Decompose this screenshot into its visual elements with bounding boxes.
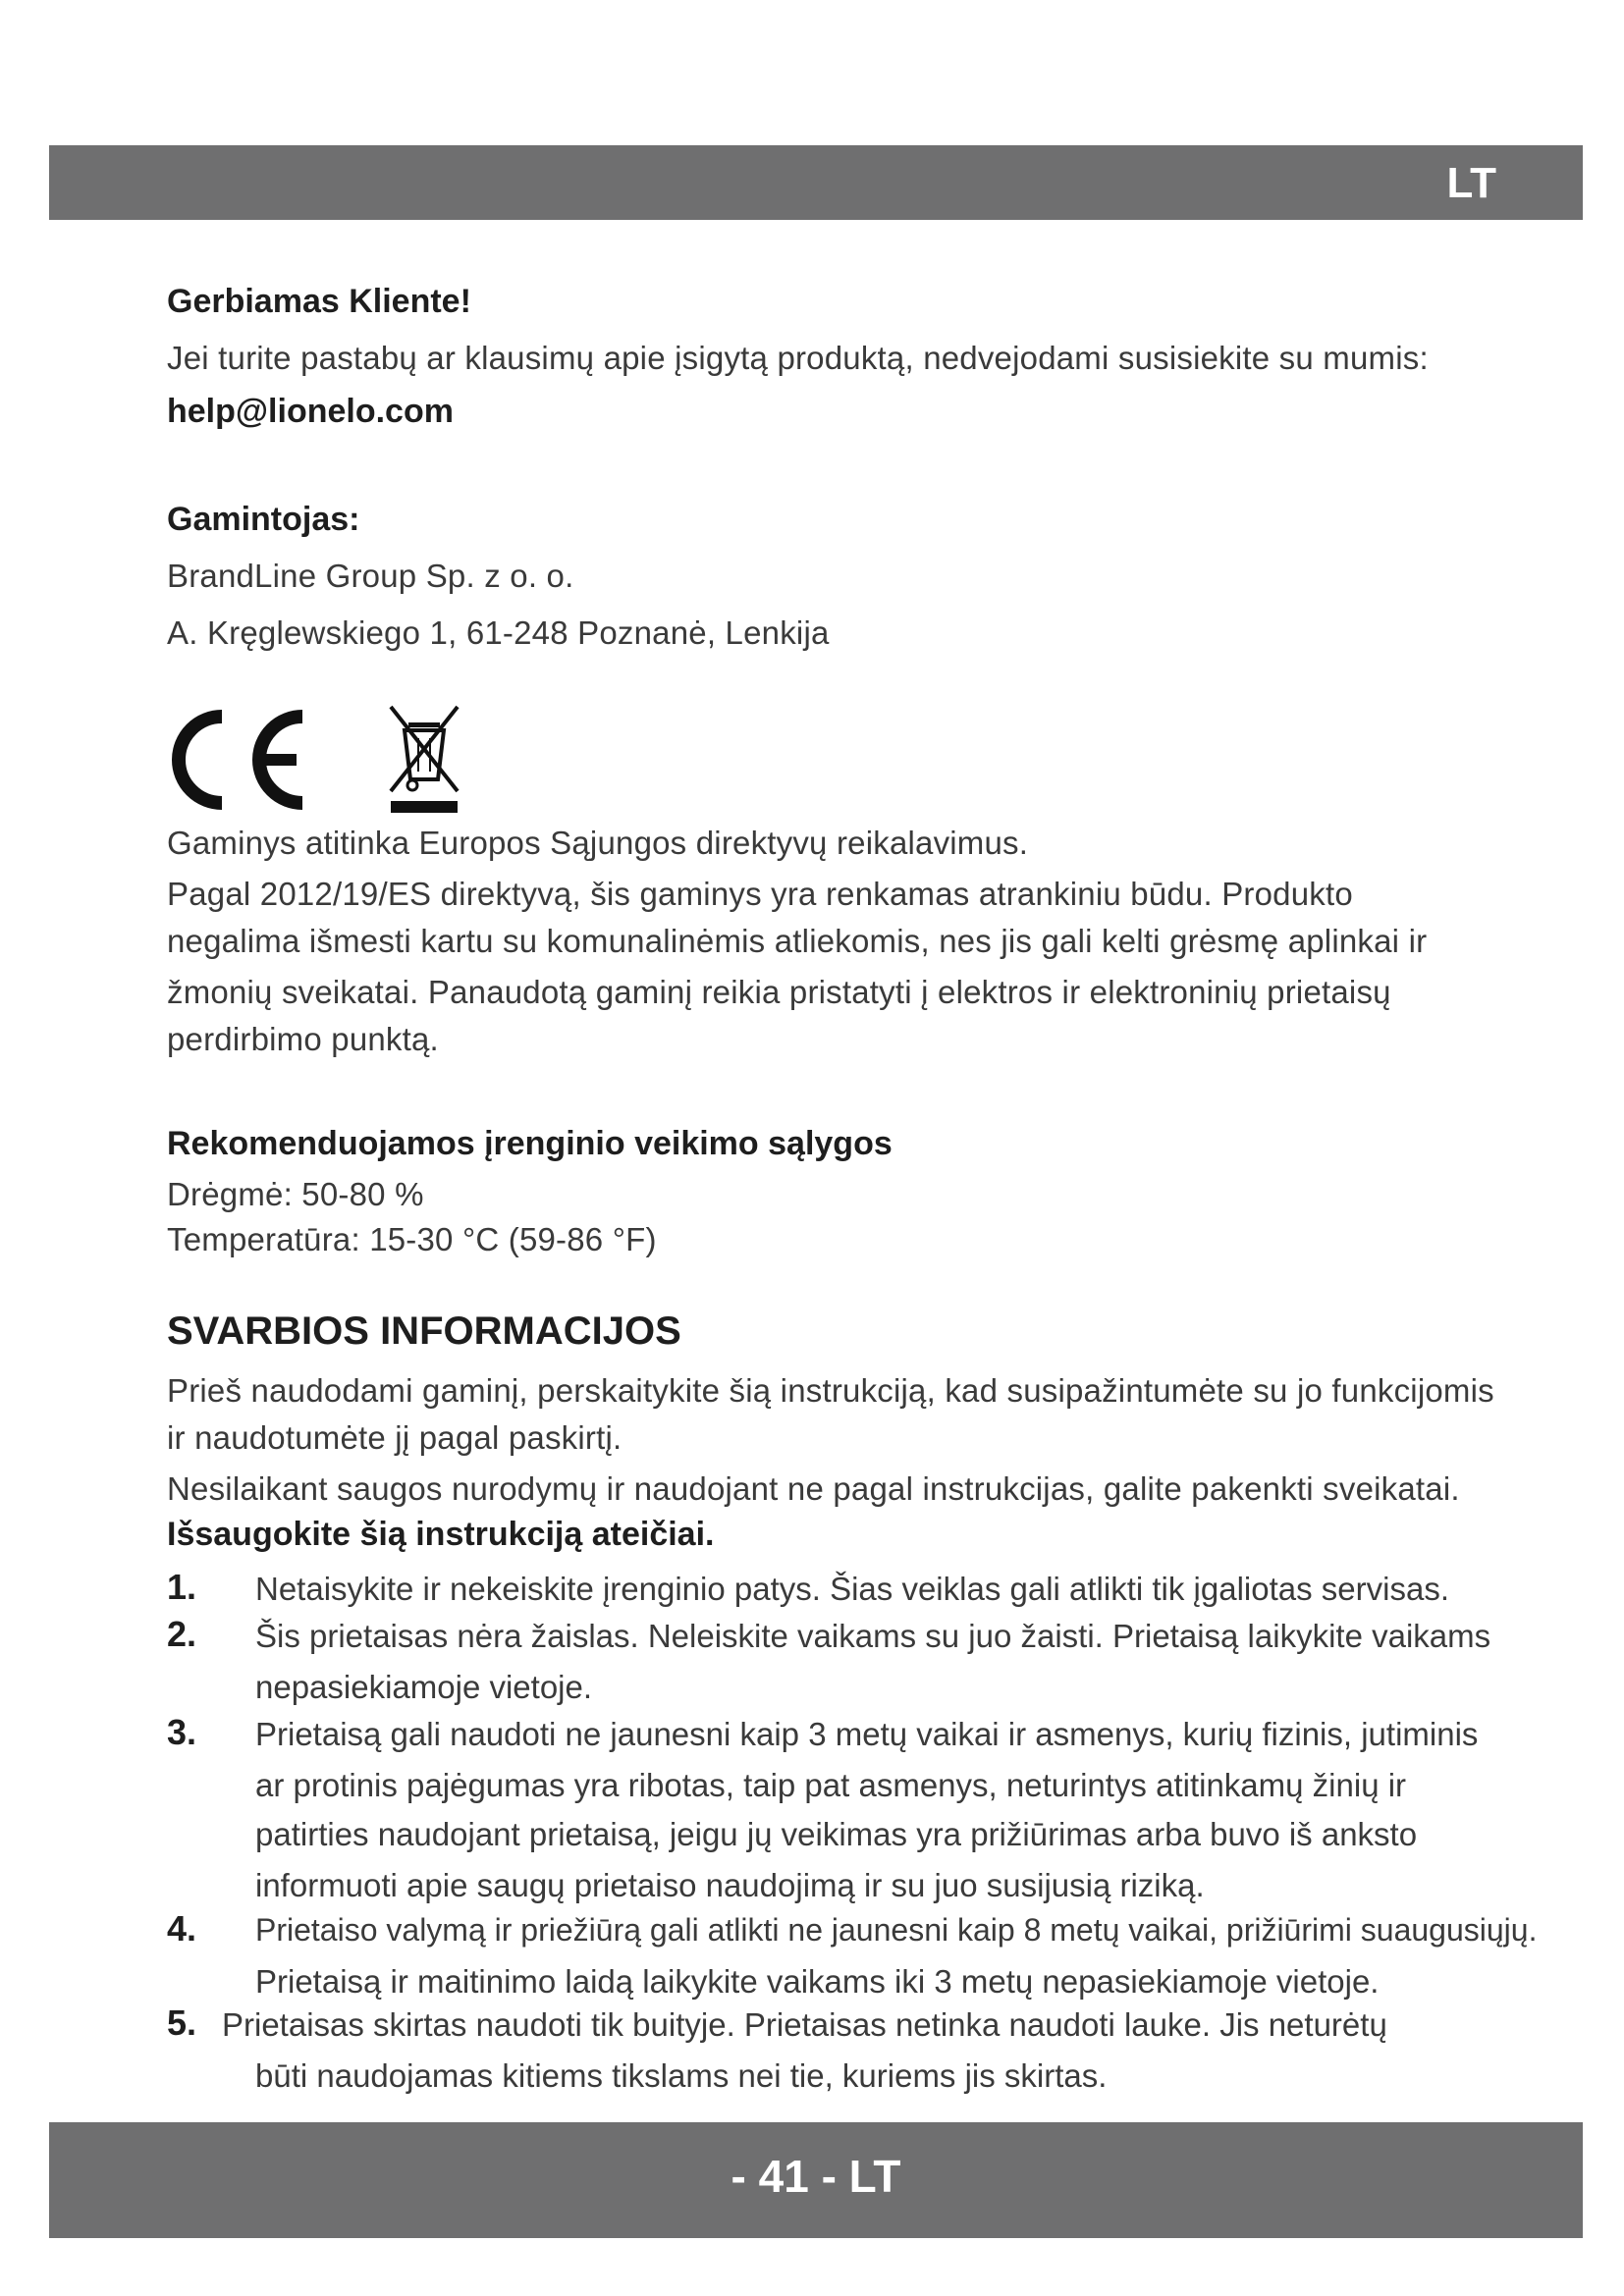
footer-bar: [49, 2122, 1583, 2238]
item-2-line-2: nepasiekiamoje vietoje.: [255, 1669, 593, 1705]
keep-instructions: Išsaugokite šią instrukciją ateičiai.: [167, 1516, 715, 1553]
page-number: - 41 - LT: [731, 2151, 901, 2202]
item-number: 2.: [167, 1614, 197, 1654]
conditions-title: Rekomenduojamos įrenginio veikimo sąlygos: [167, 1125, 893, 1162]
manufacturer-title: Gamintojas:: [167, 501, 360, 538]
manufacturer-name: BrandLine Group Sp. z o. o.: [167, 558, 574, 594]
certification-icons: [165, 703, 479, 826]
contact-email[interactable]: help@lionelo.com: [167, 393, 454, 430]
language-code: LT: [1446, 159, 1496, 207]
item-3-line-3: patirties naudojant prietaisą, jeigu jų veikimas yra prižiūrimas arba buvo iš anksto: [255, 1816, 1418, 1852]
weee-bin-icon: [391, 707, 458, 813]
conditions-humidity: Drėgmė: 50-80 %: [167, 1176, 424, 1212]
item-number: 5.: [167, 2002, 197, 2043]
manufacturer-address: A. Kręglewskiego 1, 61-248 Poznanė, Lenkija: [167, 614, 830, 651]
item-1-line-1: Netaisykite ir nekeiskite įrenginio patys. Šias veiklas gali atlikti tik įgaliotas servisas.: [255, 1571, 1449, 1607]
item-number: 3.: [167, 1712, 197, 1752]
compliance-line-1: Gaminys atitinka Europos Sąjungos direktyvų reikalavimus.: [167, 825, 1029, 861]
ce-mark-icon: [165, 703, 479, 821]
header-bar: [49, 145, 1583, 220]
item-5-line-1: Prietaisas skirtas naudoti tik buityje. Prietaisas netinka naudoti lauke. Jis neturėtų: [222, 2006, 1387, 2043]
compliance-line-3: negalima išmesti kartu su komunalinėmis atliekomis, nes jis gali kelti grėsmę aplinkai ir: [167, 923, 1428, 959]
important-p2: Nesilaikant saugos nurodymų ir naudojant ne pagal instrukcijas, galite pakenkti sveikatai.: [167, 1470, 1460, 1507]
conditions-temperature: Temperatūra: 15-30 °C (59-86 °F): [167, 1221, 657, 1257]
important-p1-line2: ir naudotumėte jį pagal paskirtį.: [167, 1419, 623, 1456]
item-3-line-4: informuoti apie saugų prietaiso naudojimą ir su juo susijusią riziką.: [255, 1867, 1205, 1903]
compliance-line-5: perdirbimo punktą.: [167, 1021, 439, 1057]
item-3-line-1: Prietaisą gali naudoti ne jaunesni kaip 3 metų vaikai ir asmenys, kurių fizinis, jutiminis: [255, 1716, 1479, 1752]
compliance-line-4: žmonių sveikatai. Panaudotą gaminį reikia pristatyti į elektros ir elektroninių prietaisų: [167, 974, 1391, 1010]
item-4-line-1: Prietaiso valymą ir priežiūrą gali atlikti ne jaunesni kaip 8 metų vaikai, prižiūrimi suaugusiųjų.: [255, 1912, 1538, 1948]
item-2-line-1: Šis prietaisas nėra žaislas. Neleiskite vaikams su juo žaisti. Prietaisą laikykite vaikams: [255, 1618, 1491, 1654]
item-number: 1.: [167, 1567, 197, 1607]
compliance-line-2: Pagal 2012/19/ES direktyvą, šis gaminys yra renkamas atrankiniu būdu. Produkto: [167, 876, 1353, 912]
greeting-text: Jei turite pastabų ar klausimų apie įsigytą produktą, nedvejodami susisiekite su mumis:: [167, 340, 1429, 376]
item-3-line-2: ar protinis pajėgumas yra ribotas, taip pat asmenys, neturintys atitinkamų žinių ir: [255, 1767, 1407, 1803]
item-number: 4.: [167, 1908, 197, 1949]
item-4-line-2: Prietaisą ir maitinimo laidą laikykite vaikams iki 3 metų nepasiekiamoje vietoje.: [255, 1963, 1380, 2000]
important-p1-line1: Prieš naudodami gaminį, perskaitykite šią instrukciją, kad susipažintumėte su jo funkcijomis: [167, 1372, 1494, 1409]
important-title: SVARBIOS INFORMACIJOS: [167, 1309, 681, 1353]
greeting-title: Gerbiamas Kliente!: [167, 283, 471, 320]
item-5-line-2: būti naudojamas kitiems tikslams nei tie, kuriems jis skirtas.: [255, 2057, 1108, 2094]
